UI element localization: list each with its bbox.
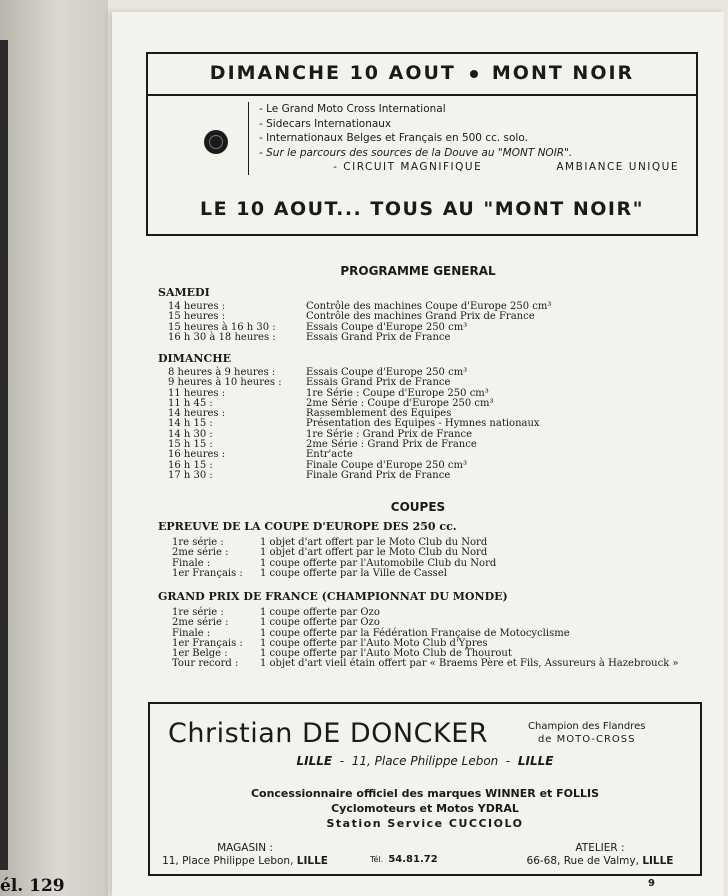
shop-city: LILLE bbox=[296, 855, 328, 867]
dealership-line: Station Service CUCCIOLO bbox=[326, 817, 524, 830]
schedule-time: 17 h 30 : bbox=[168, 469, 213, 481]
schedule-event: Essais Grand Prix de France bbox=[306, 331, 451, 343]
prize-text: 1 coupe offerte par Ozo bbox=[260, 617, 380, 629]
prize-label: 2me série : bbox=[172, 617, 229, 629]
workshop-info bbox=[510, 842, 690, 868]
telephone-number: 54.81.72 bbox=[388, 854, 438, 865]
prize-text: 1 coupe offerte par Ozo bbox=[260, 607, 380, 618]
prize-label: 2me série : bbox=[172, 547, 229, 559]
coupes-title: COUPES bbox=[390, 500, 446, 514]
europe-cup-title: EPREUVE DE LA COUPE D'EUROPE DES 250 cc. bbox=[158, 520, 457, 533]
schedule-time: 14 h 30 : bbox=[168, 428, 213, 440]
bullet-icon bbox=[470, 70, 478, 78]
champion-title bbox=[528, 720, 645, 746]
prize-label: Finale : bbox=[172, 557, 211, 569]
feature-line: - Sidecars Internationaux bbox=[259, 117, 679, 132]
advert-slogan: LE 10 AOUT... TOUS AU "MONT NOIR" bbox=[200, 198, 644, 220]
magazine-page bbox=[112, 12, 724, 896]
address-city: LILLE bbox=[517, 754, 554, 768]
schedule-time: 16 h 30 à 18 heures : bbox=[168, 331, 276, 343]
dealership-info bbox=[150, 786, 700, 831]
schedule-time: 16 h 15 : bbox=[168, 459, 213, 471]
prize-row bbox=[172, 659, 680, 669]
circuit-text: - CIRCUIT MAGNIFIQUE bbox=[333, 161, 483, 173]
schedule-dimanche bbox=[168, 368, 540, 481]
schedule-time: 8 heures à 9 heures : bbox=[168, 367, 276, 378]
advert-features bbox=[248, 102, 679, 175]
divider bbox=[148, 94, 696, 96]
schedule-time: 15 heures : bbox=[168, 311, 226, 323]
mont-noir-advert bbox=[146, 52, 698, 236]
headline-place: MONT NOIR bbox=[491, 62, 635, 84]
address-street: 11, Place Philippe Lebon bbox=[351, 754, 499, 768]
feature-line: - Le Grand Moto Cross International bbox=[259, 102, 679, 117]
workshop-label: ATELIER : bbox=[575, 842, 625, 854]
prize-label: 1er Français : bbox=[172, 567, 243, 579]
schedule-event: Essais Coupe d'Europe 250 cm³ bbox=[306, 367, 468, 378]
schedule-time: 14 h 15 : bbox=[168, 418, 213, 430]
schedule-time: 15 heures à 16 h 30 : bbox=[168, 321, 276, 333]
headline-date: DIMANCHE 10 AOUT bbox=[209, 62, 456, 84]
prize-label: 1re série : bbox=[172, 607, 224, 618]
day-heading-dimanche: DIMANCHE bbox=[158, 352, 231, 365]
schedule-time: 16 heures : bbox=[168, 449, 226, 461]
prize-text: 1 coupe offerte par l'Auto Moto Club de Thourout bbox=[260, 648, 512, 660]
prize-row bbox=[172, 608, 680, 618]
schedule-event: Essais Grand Prix de France bbox=[306, 377, 451, 389]
prize-text: 1 objet d'art offert par le Moto Club du Nord bbox=[260, 547, 488, 559]
ambiance-text: AMBIANCE UNIQUE bbox=[556, 161, 679, 173]
page-number: 9 bbox=[648, 878, 655, 889]
adjacent-page-text: él. 129 bbox=[0, 876, 65, 896]
de-doncker-advert bbox=[148, 702, 702, 876]
prize-label: 1re série : bbox=[172, 537, 224, 548]
workshop-address-line bbox=[510, 855, 690, 868]
champion-line-2: de MOTO-CROSS bbox=[537, 734, 636, 745]
advertiser-name: Christian DE DONCKER bbox=[168, 718, 489, 749]
shop-label: MAGASIN : bbox=[217, 842, 273, 854]
champion-line-1: Champion des Flandres bbox=[528, 721, 646, 732]
schedule-time: 14 heures : bbox=[168, 408, 226, 420]
schedule-row bbox=[168, 471, 540, 481]
schedule-time: 15 h 15 : bbox=[168, 439, 213, 451]
binding-strip bbox=[0, 40, 8, 870]
schedule-row bbox=[168, 333, 551, 343]
feature-line: - Sur le parcours des sources de la Douve au "MONT NOIR". bbox=[259, 146, 679, 161]
dealership-line: Concessionnaire officiel des marques WINNER et FOLLIS bbox=[250, 787, 600, 800]
prize-text: 1 coupe offerte par l'Automobile Club du Nord bbox=[260, 557, 497, 569]
shop-info bbox=[160, 842, 330, 868]
schedule-time: 11 h 45 : bbox=[168, 397, 213, 409]
dealership-line: Cyclomoteurs et Motos YDRAL bbox=[331, 802, 519, 815]
telephone bbox=[370, 854, 438, 865]
schedule-event: Essais Coupe d'Europe 250 cm³ bbox=[306, 321, 468, 333]
feature-line: - Internationaux Belges et Français en 500 cc. solo. bbox=[259, 131, 679, 146]
prize-text: 1 objet d'art offert par le Moto Club du Nord bbox=[260, 537, 488, 548]
schedule-event: Finale Coupe d'Europe 250 cm³ bbox=[306, 459, 467, 471]
grand-prix-title: GRAND PRIX DE FRANCE (CHAMPIONNAT DU MONDE) bbox=[158, 590, 508, 603]
advert-headline bbox=[148, 62, 696, 84]
address-city: LILLE bbox=[296, 754, 333, 768]
prize-row bbox=[172, 569, 496, 579]
prize-label: Finale : bbox=[172, 627, 211, 639]
adjacent-page bbox=[0, 0, 108, 896]
grand-prix-prizes bbox=[172, 608, 680, 670]
prize-label: 1er Belge : bbox=[172, 648, 228, 660]
schedule-event: 1re Série : Grand Prix de France bbox=[306, 428, 473, 440]
address-separator: - bbox=[339, 754, 345, 768]
schedule-time: 14 heures : bbox=[168, 301, 226, 312]
schedule-event: Contrôle des machines Grand Prix de France bbox=[306, 311, 535, 323]
schedule-event: Contrôle des machines Coupe d'Europe 250 cm³ bbox=[306, 301, 552, 312]
prize-text: 1 objet d'art vieil étain offert par « Braems Père et Fils, Assureurs à Hazebrouck » bbox=[260, 658, 679, 670]
schedule-event: 2me Série : Coupe d'Europe 250 cm³ bbox=[306, 397, 494, 409]
prize-text: 1 coupe offerte par la Ville de Cassel bbox=[260, 567, 447, 579]
workshop-address: 66-68, Rue de Valmy, bbox=[526, 855, 639, 867]
schedule-event: Rassemblement des Equipes bbox=[306, 408, 452, 420]
address-separator: - bbox=[505, 754, 511, 768]
prize-text: 1 coupe offerte par l'Auto Moto Club d'Ypres bbox=[260, 637, 488, 649]
prize-label: 1er Français : bbox=[172, 637, 243, 649]
schedule-event: Entr'acte bbox=[306, 449, 353, 461]
schedule-time: 11 heures : bbox=[168, 387, 226, 399]
feature-caps-line bbox=[259, 160, 679, 175]
advertiser-address bbox=[150, 754, 700, 768]
schedule-event: Présentation des Equipes - Hymnes nationaux bbox=[306, 418, 540, 430]
telephone-label: Tél. bbox=[370, 855, 384, 864]
moto-club-emblem-icon bbox=[204, 130, 228, 154]
prize-label: Tour record : bbox=[172, 658, 239, 670]
schedule-event: 2me Série : Grand Prix de France bbox=[306, 439, 477, 451]
prize-text: 1 coupe offerte par la Fédération Française de Motocyclisme bbox=[260, 627, 570, 639]
shop-address-line bbox=[160, 855, 330, 868]
schedule-event: 1re Série : Coupe d'Europe 250 cm³ bbox=[306, 387, 489, 399]
schedule-samedi bbox=[168, 302, 551, 343]
shop-address: 11, Place Philippe Lebon, bbox=[162, 855, 294, 867]
schedule-event: Finale Grand Prix de France bbox=[306, 469, 451, 481]
europe-cup-prizes bbox=[172, 538, 496, 579]
programme-title: PROGRAMME GENERAL bbox=[340, 264, 496, 278]
schedule-time: 9 heures à 10 heures : bbox=[168, 377, 282, 389]
day-heading-samedi: SAMEDI bbox=[158, 286, 210, 299]
workshop-city: LILLE bbox=[642, 855, 674, 867]
